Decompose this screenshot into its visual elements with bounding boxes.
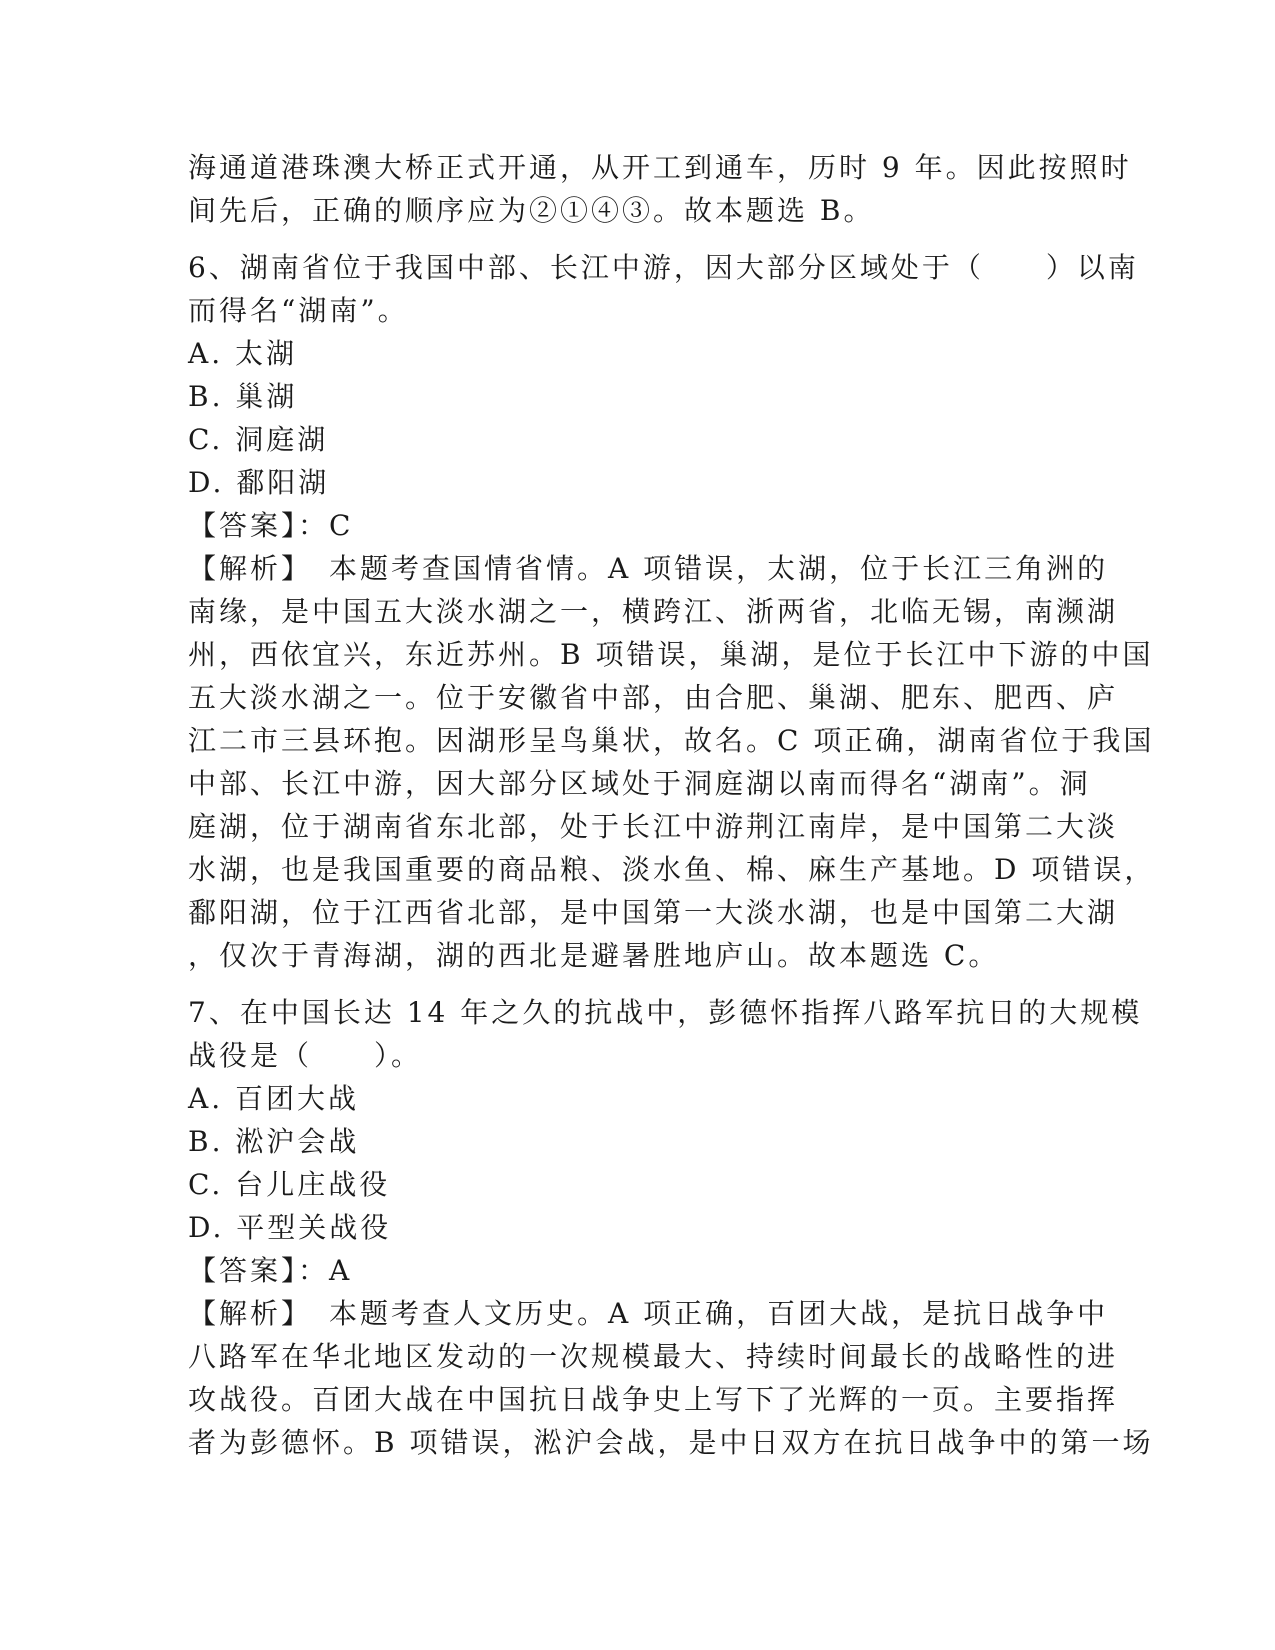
analysis-line: 五大淡水湖之一。位于安徽省中部，由合肥、巢湖、肥东、肥西、庐 <box>188 681 1119 714</box>
analysis-line: 攻战役。百团大战在中国抗日战争史上写下了光辉的一页。主要指挥 <box>188 1383 1119 1416</box>
analysis-line: 者为彭德怀。B 项错误，淞沪会战，是中日双方在抗日战争中的第一场 <box>188 1426 1154 1459</box>
question-stem: 7、在中国长达 14 年之久的抗战中，彭德怀指挥八路军抗日的大规模 <box>188 996 1143 1029</box>
answer-line: 【答案】：A <box>188 1254 353 1287</box>
document-page <box>188 146 1156 1464</box>
analysis-line: 【解析】 本题考查人文历史。A 项正确，百团大战，是抗日战争中 <box>188 1297 1109 1330</box>
analysis-line: 州，西依宜兴，东近苏州。B 项错误，巢湖，是位于长江中下游的中国 <box>188 638 1154 671</box>
question-stem: 6、湖南省位于我国中部、长江中游，因大部分区域处于（ ）以南 <box>188 251 1139 284</box>
text-line: 间先后，正确的顺序应为②①④③。故本题选 B。 <box>188 194 875 227</box>
answer-line: 【答案】：C <box>188 509 354 542</box>
analysis-line: 江二市三县环抱。因湖形呈鸟巢状，故名。C 项正确，湖南省位于我国 <box>188 724 1155 757</box>
option-a: A. 百团大战 <box>188 1082 360 1115</box>
analysis-line: 八路军在华北地区发动的一次规模最大、持续时间最长的战略性的进 <box>188 1340 1119 1373</box>
option-c: C. 洞庭湖 <box>188 423 329 456</box>
previous-analysis-tail <box>188 146 1132 232</box>
option-c: C. 台儿庄战役 <box>188 1168 391 1201</box>
question-stem: 战役是（ ）。 <box>188 1039 423 1072</box>
analysis-line: 庭湖，位于湖南省东北部，处于长江中游荆江南岸，是中国第二大淡 <box>188 810 1119 843</box>
text-line: 海通道港珠澳大桥正式开通，从开工到通车，历时 9 年。因此按照时 <box>188 151 1132 184</box>
analysis-line: ，仅次于青海湖，湖的西北是避暑胜地庐山。故本题选 C。 <box>188 939 1000 972</box>
option-b: B. 巢湖 <box>188 380 298 413</box>
analysis-line: 水湖，也是我国重要的商品粮、淡水鱼、棉、麻生产基地。D 项错误， <box>188 853 1156 886</box>
option-b: B. 淞沪会战 <box>188 1125 360 1158</box>
question-7 <box>188 991 1154 1464</box>
analysis-line: 鄱阳湖，位于江西省北部，是中国第一大淡水湖，也是中国第二大湖 <box>188 896 1119 929</box>
analysis-line: 【解析】 本题考查国情省情。A 项错误，太湖，位于长江三角洲的 <box>188 552 1109 585</box>
option-d: D. 平型关战役 <box>188 1211 392 1244</box>
option-a: A. 太湖 <box>188 337 298 370</box>
analysis-line: 中部、长江中游，因大部分区域处于洞庭湖以南而得名“湖南”。洞 <box>188 767 1091 800</box>
question-stem: 而得名“湖南”。 <box>188 294 409 327</box>
option-d: D. 鄱阳湖 <box>188 466 330 499</box>
question-6 <box>188 246 1156 977</box>
analysis-line: 南缘，是中国五大淡水湖之一，横跨江、浙两省，北临无锡，南濒湖 <box>188 595 1119 628</box>
